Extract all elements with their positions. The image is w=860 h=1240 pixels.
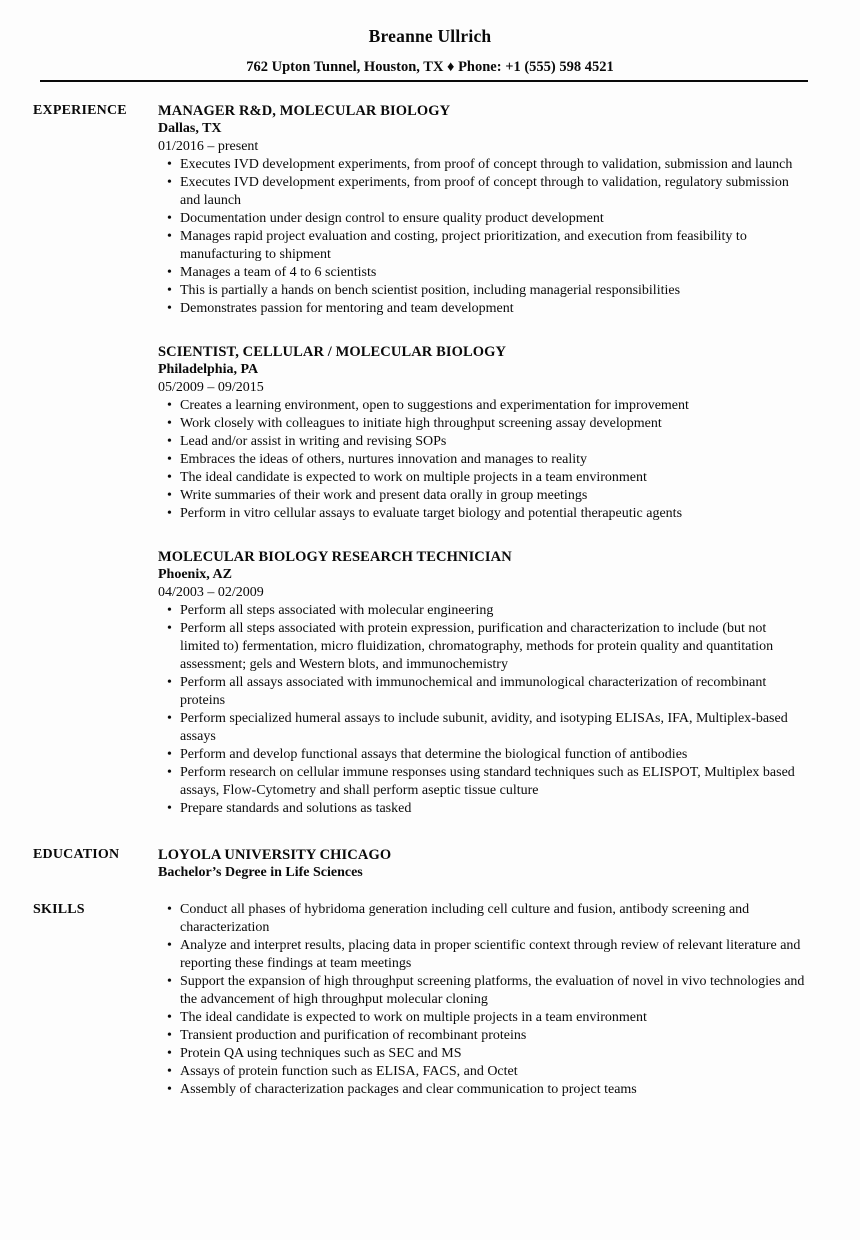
bullet-item: • Prepare standards and solutions as tasked [180, 800, 807, 818]
bullet-item: • Executes IVD development experiments, from proof of concept through to validation, submission and launch [180, 156, 807, 174]
job-entry-research-technician [158, 548, 807, 818]
candidate-name: Breanne Ullrich [368, 26, 492, 46]
contact-line: 762 Upton Tunnel, Houston, TX ♦ Phone: +1 (555) 598 4521 [246, 59, 614, 75]
job-entry-scientist [158, 343, 807, 523]
bullet-item: • Perform and develop functional assays that determine the biological function of antibodies [180, 746, 807, 764]
bullet-item: • Perform all steps associated with molecular engineering [180, 602, 807, 620]
job-dates: 01/2016 – present [158, 139, 259, 154]
bullet-item: • The ideal candidate is expected to work on multiple projects in a team environment [180, 1009, 807, 1027]
experience-content [158, 102, 807, 818]
job-bullet-list [158, 602, 807, 818]
bullet-item: • Executes IVD development experiments, from proof of concept through to validation, regulatory submission and launch [180, 174, 807, 210]
bullet-item: • The ideal candidate is expected to work on multiple projects in a team environment [180, 469, 807, 487]
bullet-item: • Perform research on cellular immune responses using standard techniques such as ELISPOT, Multiplex based assays, Flow-Cytometry and shall perform aseptic tissue culture [180, 764, 807, 800]
bullet-item: • Assays of protein function such as ELISA, FACS, and Octet [180, 1063, 807, 1081]
job-title: MOLECULAR BIOLOGY RESEARCH TECHNICIAN [158, 549, 512, 565]
resume-body [0, 82, 860, 1099]
bullet-item: • Transient production and purification of recombinant proteins [180, 1027, 807, 1045]
bullet-item: • Demonstrates passion for mentoring and team development [180, 300, 807, 318]
bullet-item: • Manages a team of 4 to 6 scientists [180, 264, 807, 282]
bullet-item: • Documentation under design control to ensure quality product development [180, 210, 807, 228]
section-skills [33, 901, 807, 1099]
bullet-item: • Perform all assays associated with immunochemical and immunological characterization of recombinant proteins [180, 674, 807, 710]
section-experience [33, 102, 807, 818]
section-education [33, 846, 807, 882]
bullet-item: • Protein QA using techniques such as SEC and MS [180, 1045, 807, 1063]
bullet-item: • Lead and/or assist in writing and revising SOPs [180, 433, 807, 451]
section-label-skills: SKILLS [33, 902, 85, 917]
job-entry-manager-rd [158, 102, 807, 318]
job-title: MANAGER R&D, MOLECULAR BIOLOGY [158, 103, 451, 119]
job-bullet-list [158, 156, 807, 318]
bullet-item: • Conduct all phases of hybridoma generation including cell culture and fusion, antibody screening and characterization [180, 901, 807, 937]
skills-content [158, 901, 807, 1099]
bullet-item: • Analyze and interpret results, placing data in proper scientific context through review of relevant literature and reporting these findings at team meetings [180, 937, 807, 973]
section-label-experience: EXPERIENCE [33, 103, 127, 118]
bullet-item: • Support the expansion of high throughput screening platforms, the evaluation of novel in vivo technologies and the advancement of high throughput molecular cloning [180, 973, 807, 1009]
resume-header [0, 0, 860, 77]
job-location: Dallas, TX [158, 121, 222, 136]
bullet-item: • Manages rapid project evaluation and costing, project prioritization, and execution from feasibility to manufacturing to shipment [180, 228, 807, 264]
education-degree: Bachelor’s Degree in Life Sciences [158, 865, 363, 880]
bullet-item: • Work closely with colleagues to initiate high throughput screening assay development [180, 415, 807, 433]
bullet-item: • Perform in vitro cellular assays to evaluate target biology and potential therapeutic agents [180, 505, 807, 523]
section-label-education: EDUCATION [33, 847, 120, 862]
bullet-item: • Assembly of characterization packages and clear communication to project teams [180, 1081, 807, 1099]
education-content [158, 846, 807, 882]
bullet-item: • Perform all steps associated with protein expression, purification and characterization to include (but not limited to) fermentation, micro fluidization, chromatography, methods for protein quality and quantitation assessment; gels and Western blots, and immunochemistry [180, 620, 807, 674]
job-bullet-list [158, 397, 807, 523]
education-school: LOYOLA UNIVERSITY CHICAGO [158, 847, 392, 863]
bullet-item: • Perform specialized humeral assays to include subunit, avidity, and isotyping ELISAs, IFA, Multiplex-based assays [180, 710, 807, 746]
bullet-item: • This is partially a hands on bench scientist position, including managerial responsibilities [180, 282, 807, 300]
bullet-item: • Creates a learning environment, open to suggestions and experimentation for improvement [180, 397, 807, 415]
bullet-item: • Write summaries of their work and present data orally in group meetings [180, 487, 807, 505]
job-location: Philadelphia, PA [158, 362, 259, 377]
skills-bullet-list [158, 901, 807, 1099]
bullet-item: • Embraces the ideas of others, nurtures innovation and manages to reality [180, 451, 807, 469]
job-dates: 05/2009 – 09/2015 [158, 380, 264, 395]
job-location: Phoenix, AZ [158, 567, 232, 582]
job-title: SCIENTIST, CELLULAR / MOLECULAR BIOLOGY [158, 344, 507, 360]
job-dates: 04/2003 – 02/2009 [158, 585, 264, 600]
